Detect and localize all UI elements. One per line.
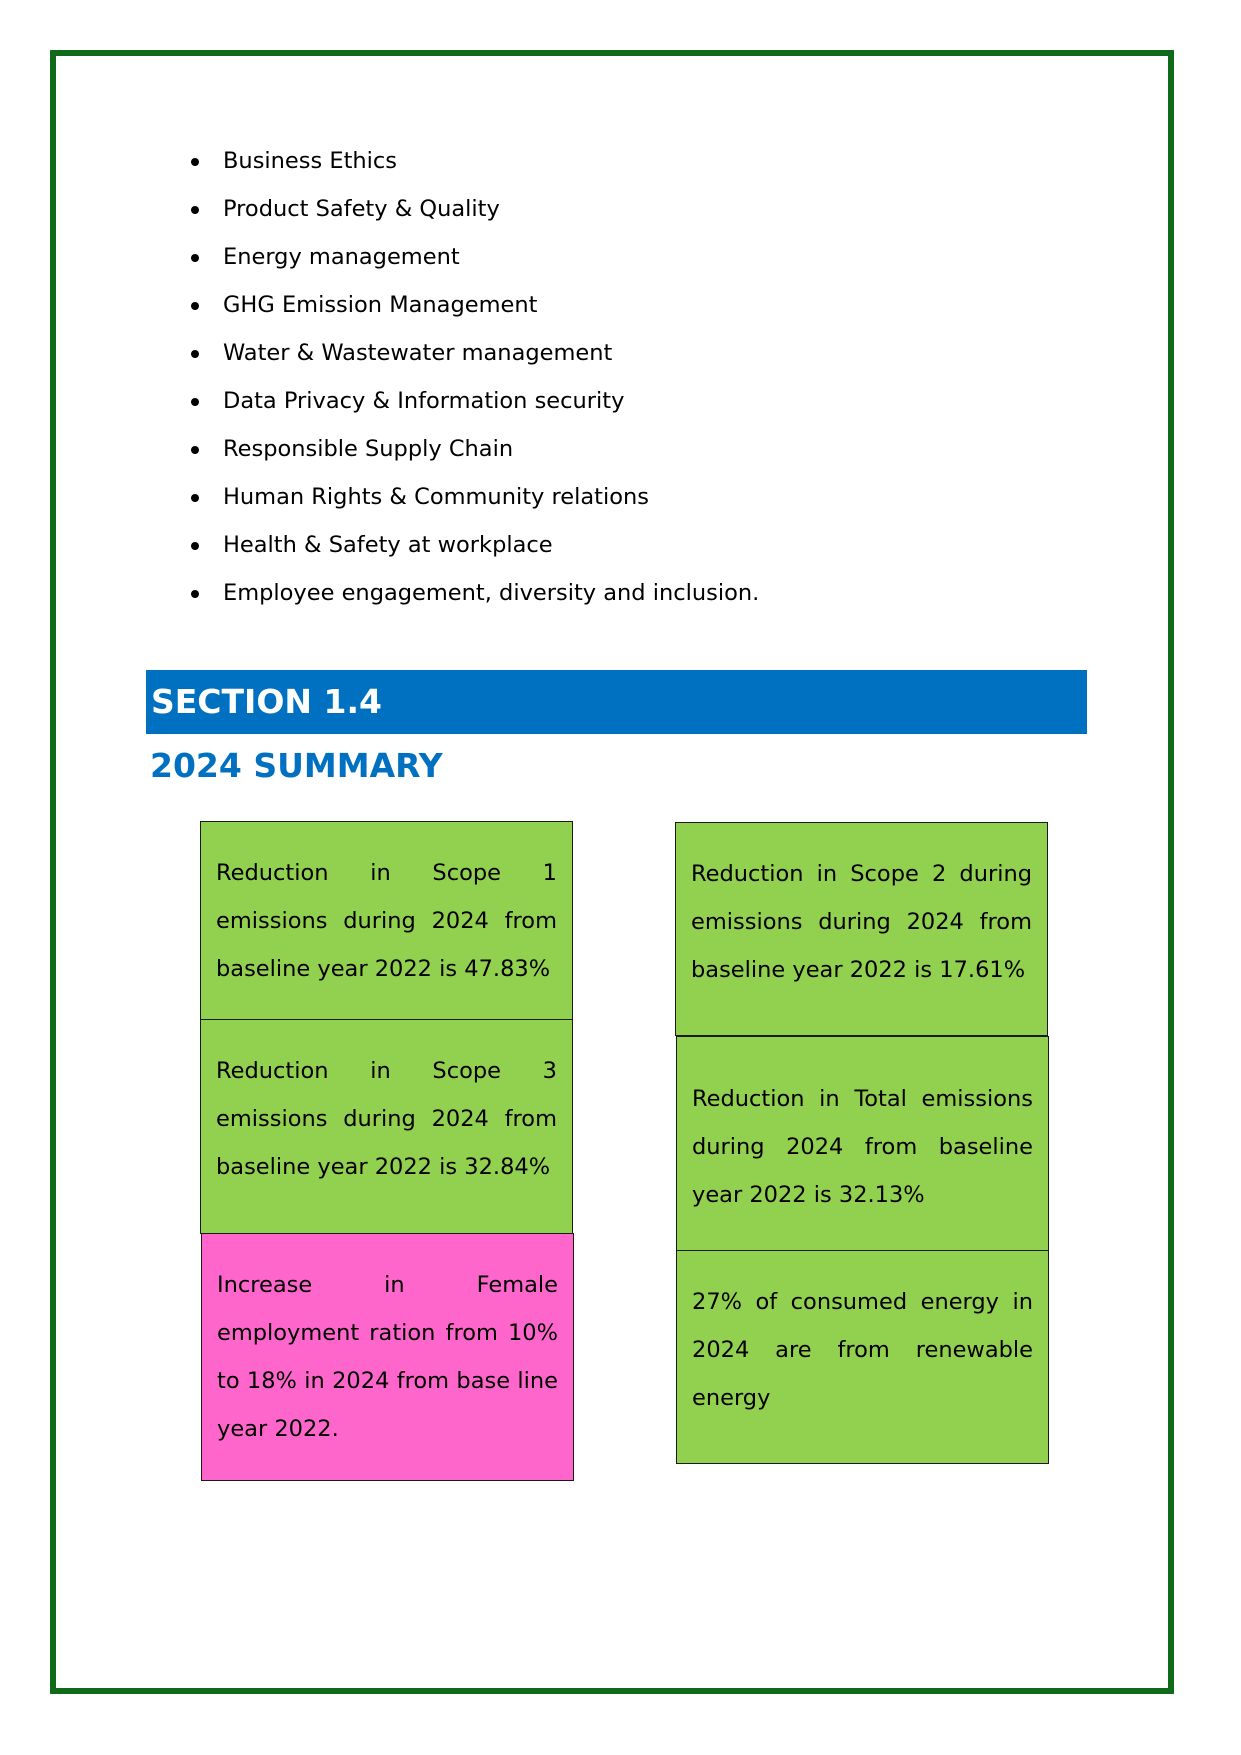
scope2-reduction-box bbox=[675, 822, 1048, 1036]
bullet-icon bbox=[191, 398, 199, 406]
list-item-text: Business Ethics bbox=[223, 148, 398, 174]
bullet-icon bbox=[191, 302, 199, 310]
renewable-energy-text: 27% of consumed energy in 2024 are from renewable energy bbox=[692, 1289, 1033, 1411]
bullet-icon bbox=[191, 350, 199, 358]
list-item-text: Water & Wastewater management bbox=[223, 340, 613, 366]
scope1-reduction-box bbox=[200, 821, 573, 1020]
list-item-text: Human Rights & Community relations bbox=[223, 484, 649, 510]
bullet-icon bbox=[191, 254, 199, 262]
scope3-reduction-box bbox=[200, 1019, 573, 1234]
section-label: SECTION 1.4 bbox=[151, 682, 382, 721]
female-employment-box bbox=[201, 1233, 574, 1481]
summary-title: 2024 SUMMARY bbox=[150, 746, 443, 785]
scope3-reduction-text: Reduction in Scope 3 emissions during 2024 from baseline year 2022 is 32.84% bbox=[216, 1058, 557, 1180]
section-banner bbox=[146, 670, 1087, 734]
list-item-text: Responsible Supply Chain bbox=[223, 436, 514, 462]
total-emissions-text: Reduction in Total emissions during 2024 from baseline year 2022 is 32.13% bbox=[692, 1086, 1033, 1208]
list-item-text: GHG Emission Management bbox=[223, 292, 538, 318]
list-item-text: Data Privacy & Information security bbox=[223, 388, 625, 414]
scope1-reduction-text: Reduction in Scope 1 emissions during 2024 from baseline year 2022 is 47.83% bbox=[216, 860, 557, 982]
renewable-energy-box bbox=[676, 1250, 1049, 1464]
bullet-icon bbox=[191, 446, 199, 454]
bullet-icon bbox=[191, 542, 199, 550]
total-emissions-box bbox=[676, 1036, 1049, 1252]
list-item-text: Employee engagement, diversity and inclusion. bbox=[223, 580, 760, 606]
scope2-reduction-text: Reduction in Scope 2 during emissions during 2024 from baseline year 2022 is 17.61% bbox=[691, 861, 1032, 983]
list-item-text: Product Safety & Quality bbox=[223, 196, 500, 222]
list-item-text: Energy management bbox=[223, 244, 460, 270]
bullet-icon bbox=[191, 158, 199, 166]
bullet-icon bbox=[191, 494, 199, 502]
bullet-icon bbox=[191, 590, 199, 598]
list-item-text: Health & Safety at workplace bbox=[223, 532, 553, 558]
female-employment-text: Increase in Female employment ration from 10% to 18% in 2024 from base line year 2022. bbox=[217, 1272, 558, 1442]
bullet-icon bbox=[191, 206, 199, 214]
